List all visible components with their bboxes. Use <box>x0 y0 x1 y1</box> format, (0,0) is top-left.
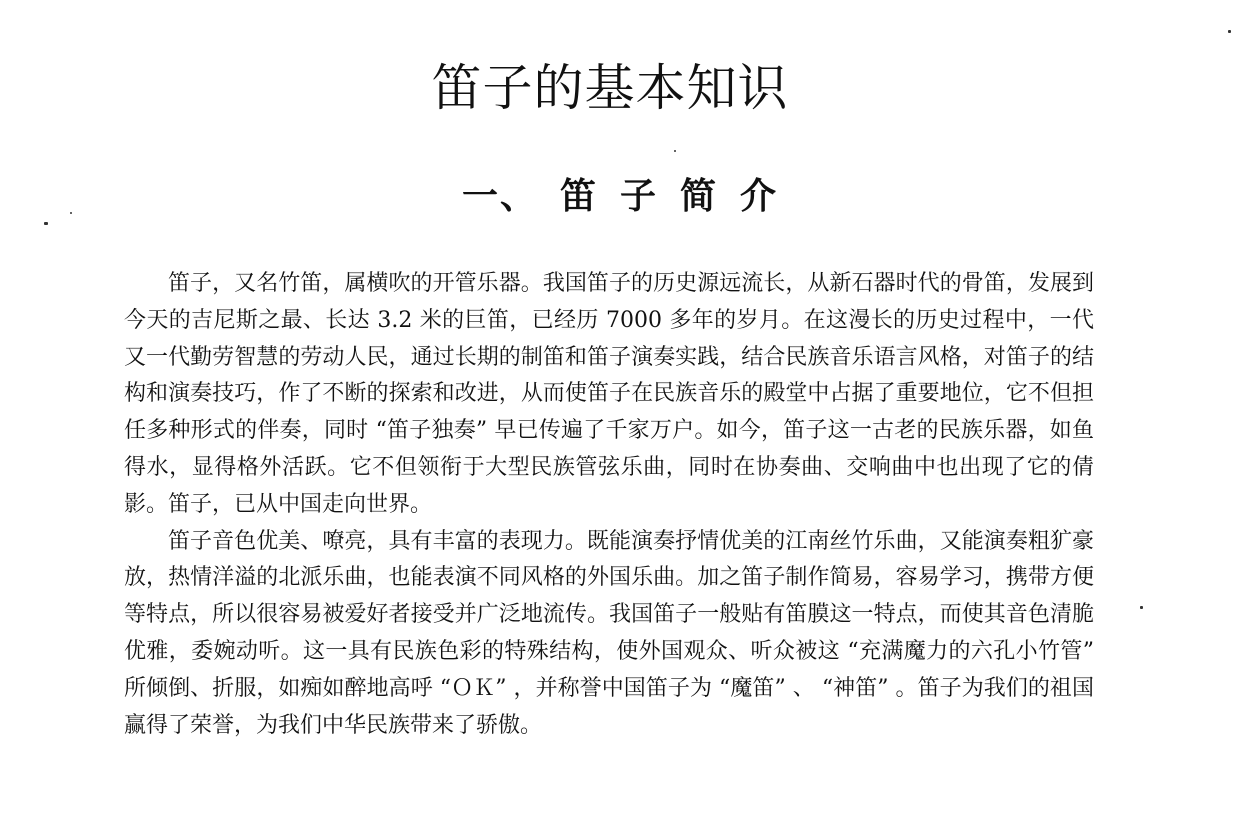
scan-speck <box>674 150 676 152</box>
scan-speck <box>44 222 48 225</box>
section-number: 一、 <box>461 175 538 217</box>
section-char: 子 <box>619 175 658 217</box>
body-text <box>124 266 1094 744</box>
section-char: 笛 <box>559 175 598 217</box>
paragraph: 笛子，又名竹笛，属横吹的开管乐器。我国笛子的历史源远流长，从新石器时代的骨笛，发展到今天的吉尼斯之最、长达 3.2 米的巨笛，已经历 7000 多年的岁月。在这漫长的历史过程中，一代又一代勤劳智慧的劳动人民，通过长期的制笛和笛子演奏实践，结合民族音乐语言风格，对笛子的结构和演奏技巧，作了不断的探索和改进，从而使笛子在民族音乐的殿堂中占据了重要地位，它不但担任多种形式的伴奏，同时 “笛子独奏” 早已传遍了千家万户。如今，笛子这一古老的民族乐器，如鱼得水，显得格外活跃。它不但领衔于大型民族管弦乐曲，同时在协奏曲、交响曲中也出现了它的倩影。笛子，已从中国走向世界。 <box>124 271 1094 517</box>
scan-speck <box>70 212 72 214</box>
page-title: 笛子的基本知识 <box>431 59 789 117</box>
section-heading <box>0 170 1240 222</box>
scan-speck <box>1140 606 1143 609</box>
section-char: 介 <box>740 175 779 217</box>
paragraph: 笛子音色优美、嘹亮，具有丰富的表现力。既能演奏抒情优美的江南丝竹乐曲，又能演奏粗犷豪放，热情洋溢的北派乐曲，也能表演不同风格的外国乐曲。加之笛子制作简易，容易学习，携带方便等特点，所以很容易被爱好者接受并广泛地流传。我国笛子一般贴有笛膜这一特点，而使其音色清脆优雅，委婉动听。这一具有民族色彩的特殊结构，使外国观众、听众被这 “充满魔力的六孔小竹管” 所倾倒、折服，如痴如醉地高呼 “ＯＫ” ，并称誉中国笛子为 “魔笛” 、 “神笛” 。笛子为我们的祖国赢得了荣誉，为我们中华民族带来了骄傲。 <box>124 528 1094 738</box>
section-char: 简 <box>680 175 719 217</box>
scan-speck <box>1228 30 1231 33</box>
